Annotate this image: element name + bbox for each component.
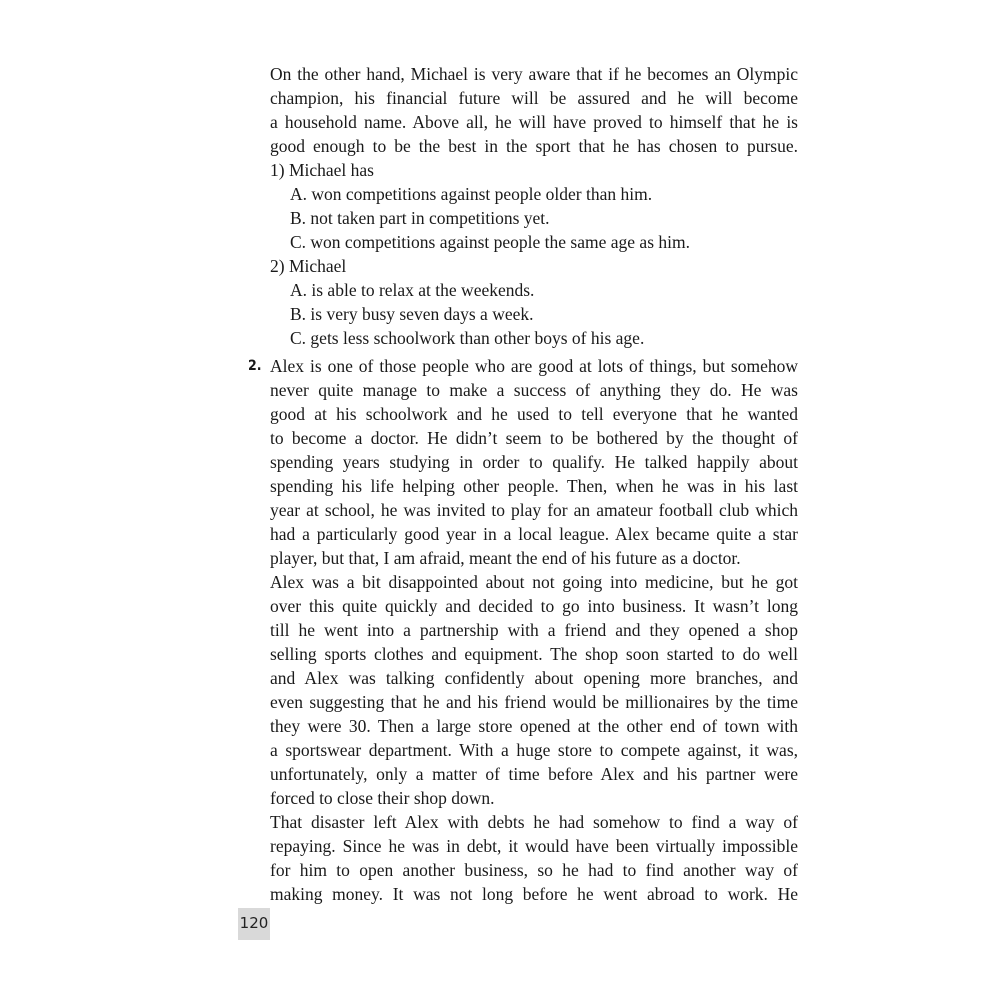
passage-2-line: and Alex was talking confidently about opening more branches, and [270,668,798,688]
question-1-option-a: A. won competitions against people older than him. [290,184,653,204]
passage-2-line: player, but that, I am afraid, meant the end of his future as a doctor. [270,548,741,568]
passage-2-line: they were 30. Then a large store opened at the other end of town with [270,716,798,736]
question-1-stem: 1) Michael has [270,160,374,180]
passage-1-line: good enough to be the best in the sport that he has chosen to pursue. [270,136,798,156]
passage-2-line: year at school, he was invited to play for an amateur football club which [270,500,798,520]
page-number: 120 [238,908,270,940]
passage-2-line: spending years studying in order to qualify. He talked happily about [270,452,798,472]
question-2-option-a: A. is able to relax at the weekends. [290,280,535,300]
passage-2-line: a sportswear department. With a huge store to compete against, it was, [270,740,798,760]
passage-2-line: even suggesting that he and his friend would be millionaires by the time [270,692,798,712]
passage-2-line: unfortunately, only a matter of time before Alex and his partner were [270,764,798,784]
question-2-option-c: C. gets less schoolwork than other boys of his age. [290,328,645,348]
passage-2-line: never quite manage to make a success of anything they do. He was [270,380,798,400]
passage-2-line: forced to close their shop down. [270,788,495,808]
question-1-option-c: C. won competitions against people the same age as him. [290,232,690,252]
passage-1-line: On the other hand, Michael is very aware that if he becomes an Olympic [270,64,798,84]
passage-2-line: to become a doctor. He didn’t seem to be bothered by the thought of [270,428,798,448]
passage-2-line: That disaster left Alex with debts he had somehow to find a way of [270,812,798,832]
passage-2-line: Alex is one of those people who are good at lots of things, but somehow [270,356,798,376]
item-number: 2. [248,358,262,374]
passage-1-line: a household name. Above all, he will have proved to himself that he is [270,112,798,132]
passage-2-line: selling sports clothes and equipment. The shop soon started to do well [270,644,798,664]
passage-2-line: for him to open another business, so he had to find another way of [270,860,798,880]
question-2-option-b: B. is very busy seven days a week. [290,304,534,324]
question-2-stem: 2) Michael [270,256,347,276]
passage-2-line: had a particularly good year in a local league. Alex became quite a star [270,524,798,544]
passage-2-line: repaying. Since he was in debt, it would have been virtually impossible [270,836,798,856]
passage-1-line: champion, his financial future will be assured and he will become [270,88,798,108]
passage-2-line: till he went into a partnership with a friend and they opened a shop [270,620,798,640]
question-1-option-b: B. not taken part in competitions yet. [290,208,550,228]
passage-2-line: over this quite quickly and decided to go into business. It wasn’t long [270,596,798,616]
passage-2-line: Alex was a bit disappointed about not going into medicine, but he got [270,572,798,592]
passage-2-line: spending his life helping other people. Then, when he was in his last [270,476,798,496]
passage-2-line: good at his schoolwork and he used to tell everyone that he wanted [270,404,798,424]
passage-2-line: making money. It was not long before he went abroad to work. He [270,884,798,904]
